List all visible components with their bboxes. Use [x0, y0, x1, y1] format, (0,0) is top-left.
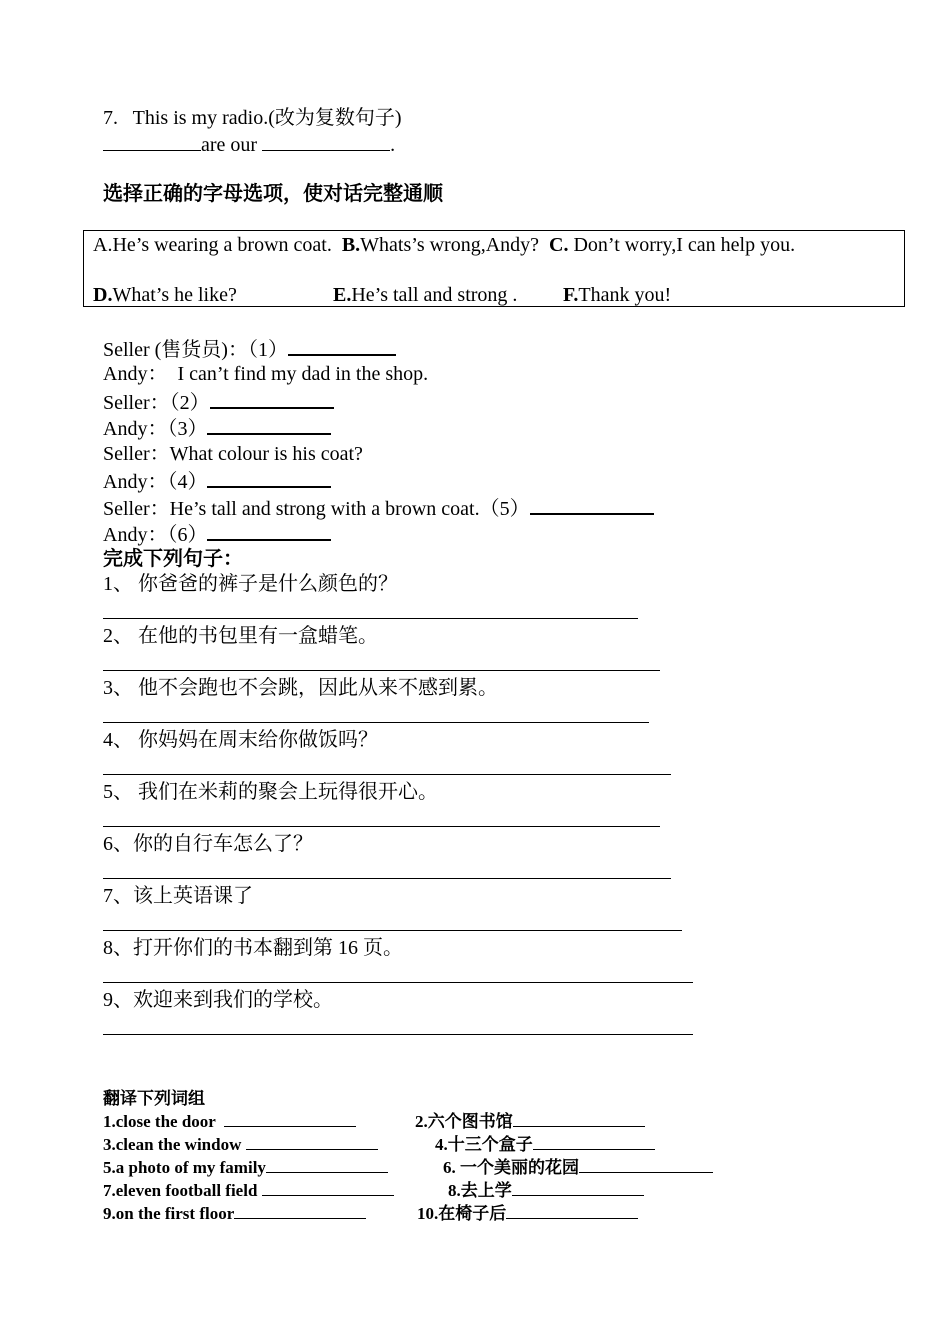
answer-blank[interactable] — [533, 1134, 655, 1150]
dialogue-line — [103, 495, 654, 521]
phrase-item — [415, 1111, 645, 1133]
answer-blank[interactable] — [266, 1157, 388, 1173]
sentence-prompt: 4、 你妈妈在周末给你做饭吗？ — [103, 729, 378, 751]
phrase-item — [103, 1111, 356, 1133]
answer-line[interactable] — [103, 774, 671, 775]
dialogue-line — [103, 336, 396, 362]
phrase-item — [448, 1180, 644, 1202]
answer-blank[interactable] — [512, 1180, 644, 1196]
answer-blank[interactable] — [207, 521, 331, 541]
rewrite-answer-line — [103, 132, 395, 157]
phrase-text: 4.十三个盒子 — [435, 1135, 533, 1154]
answer-blank[interactable] — [530, 495, 654, 515]
sentence-prompt: 8、打开你们的书本翻到第 16 页。 — [103, 937, 403, 959]
answer-line[interactable] — [103, 722, 649, 723]
answer-line[interactable] — [103, 1034, 693, 1035]
answer-line[interactable] — [103, 878, 671, 879]
line-text: I can’t find my dad in the shop. — [167, 363, 429, 385]
option-text-f: Thank you! — [578, 284, 672, 306]
sentence-prompt: 2、 在他的书包里有一盒蜡笔。 — [103, 625, 378, 647]
phrase-item — [103, 1180, 394, 1202]
answer-blank[interactable] — [288, 336, 396, 356]
rewrite-question — [103, 106, 402, 130]
option-text-d: What’s he like? — [112, 284, 237, 306]
phrase-item — [443, 1157, 713, 1179]
dialogue-line — [103, 468, 331, 494]
sentence-prompt: 1、 你爸爸的裤子是什么颜色的？ — [103, 573, 398, 595]
phrase-item — [417, 1203, 638, 1225]
answer-fixed-text: are our — [201, 134, 258, 156]
phrase-text: 8.去上学 — [448, 1181, 512, 1200]
sentence-prompt: 7、该上英语课了 — [103, 885, 253, 907]
phrase-text: 10.在椅子后 — [417, 1204, 507, 1223]
answer-line[interactable] — [103, 618, 638, 619]
speaker: Seller： — [103, 443, 170, 465]
sentence-prompt: 3、 他不会跑也不会跳，因此从来不感到累。 — [103, 677, 498, 699]
answer-blank[interactable] — [210, 389, 334, 409]
answer-line[interactable] — [103, 930, 682, 931]
sentence-prompt: 9、欢迎来到我们的学校。 — [103, 989, 333, 1011]
sentences-section-title: 完成下列句子： — [103, 548, 243, 570]
option-text-e: He’s tall and strong . — [351, 284, 518, 306]
answer-line[interactable] — [103, 982, 693, 983]
speaker: Seller： — [103, 392, 170, 414]
option-text-c: Don’t worry,I can help you. — [568, 234, 796, 256]
options-row-2-f — [563, 283, 671, 307]
phrase-text: 7.eleven football field — [103, 1181, 258, 1200]
answer-blank[interactable] — [513, 1111, 645, 1127]
line-text: （4） — [167, 471, 208, 493]
dialogue-line — [103, 389, 334, 415]
line-text: What colour is his coat? — [169, 443, 363, 465]
answer-blank[interactable] — [224, 1111, 356, 1127]
phrase-text: 2.六个图书馆 — [415, 1112, 513, 1131]
speaker: Andy： — [103, 471, 168, 493]
answer-line[interactable] — [103, 826, 660, 827]
option-letter-f: F. — [563, 284, 579, 306]
phrase-text: 1.close the door — [103, 1112, 216, 1131]
option-letter-d: D. — [93, 284, 113, 306]
answer-blank[interactable] — [207, 415, 331, 435]
speaker: Andy： — [103, 363, 168, 385]
speaker: Andy： — [103, 524, 168, 546]
phrase-item — [435, 1134, 655, 1156]
answer-blank[interactable] — [506, 1203, 638, 1219]
speaker: Andy： — [103, 418, 168, 440]
option-letter-a: A. — [93, 234, 113, 256]
dialogue-line — [103, 442, 363, 466]
phrase-item — [103, 1157, 388, 1179]
answer-period: . — [390, 134, 396, 156]
phrase-text: 6. 一个美丽的花园 — [443, 1158, 579, 1177]
line-text: （3） — [167, 418, 208, 440]
phrases-section-title: 翻译下列词组 — [103, 1089, 205, 1108]
answer-blank[interactable] — [579, 1157, 713, 1173]
answer-line[interactable] — [103, 670, 660, 671]
dialogue-section-title: 选择正确的字母选项，使对话完整通顺 — [103, 183, 443, 205]
answer-blank[interactable] — [103, 132, 201, 151]
phrase-text: 5.a photo of my family — [103, 1158, 266, 1177]
answer-blank[interactable] — [262, 1180, 394, 1196]
sentence-prompt: 6、你的自行车怎么了？ — [103, 833, 313, 855]
option-text-b: Whats’s wrong,Andy? — [360, 234, 540, 256]
options-row-2-e — [333, 283, 517, 307]
phrase-item — [103, 1203, 366, 1225]
question-text: This is my radio.(改为复数句子) — [132, 107, 402, 129]
line-text: （1） — [247, 339, 288, 361]
dialogue-line — [103, 415, 331, 441]
answer-blank[interactable] — [246, 1134, 378, 1150]
option-letter-e: E. — [333, 284, 352, 306]
option-text-a: He’s wearing a brown coat. — [112, 234, 332, 256]
speaker: Seller (售货员)： — [103, 339, 248, 361]
dialogue-line — [103, 521, 331, 547]
line-text: He’s tall and strong with a brown coat.（5） — [169, 498, 530, 520]
sentence-prompt: 5、 我们在米莉的聚会上玩得很开心。 — [103, 781, 438, 803]
question-number: 7. — [103, 107, 118, 129]
dialogue-line — [103, 362, 428, 386]
line-text: （2） — [169, 392, 210, 414]
phrase-item — [103, 1134, 378, 1156]
phrase-text: 3.clean the window — [103, 1135, 242, 1154]
phrase-text: 9.on the first floor — [103, 1204, 235, 1223]
answer-blank[interactable] — [234, 1203, 366, 1219]
options-row-2 — [93, 283, 237, 307]
answer-blank[interactable] — [262, 132, 390, 151]
option-letter-b: B. — [341, 234, 361, 256]
options-row-1 — [93, 233, 795, 257]
option-letter-c: C. — [549, 234, 569, 256]
speaker: Seller： — [103, 498, 170, 520]
line-text: （6） — [167, 524, 208, 546]
answer-blank[interactable] — [207, 468, 331, 488]
